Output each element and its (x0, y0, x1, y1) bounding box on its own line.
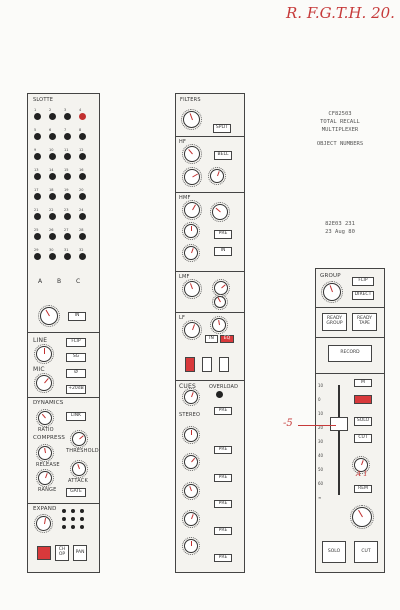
hmf-gain-knob[interactable] (184, 202, 200, 218)
slot-button[interactable] (49, 213, 56, 220)
split-button[interactable]: SPLIT (213, 124, 231, 133)
info-line-3: MULTIPLEXER (321, 127, 359, 133)
hf-freq-knob[interactable] (184, 169, 200, 185)
slot-button[interactable] (34, 213, 41, 220)
pre-button-4[interactable]: PRE (214, 500, 232, 508)
info-block (300, 110, 380, 148)
lmf-gain-knob[interactable] (184, 281, 200, 297)
solo-safe-button[interactable] (354, 395, 372, 404)
threshold-label: THRESHOLD (66, 448, 99, 454)
slot-number: 19 (64, 188, 69, 192)
expand-knob[interactable] (36, 516, 51, 531)
slot-button[interactable] (34, 173, 41, 180)
slot-number: 8 (79, 128, 82, 132)
filter-knob[interactable] (183, 111, 200, 128)
slot-number: 18 (49, 188, 54, 192)
aux-knob-2[interactable] (184, 455, 198, 469)
slot-button[interactable] (49, 113, 56, 120)
slot-number: 11 (64, 148, 69, 152)
cut-bottom-button[interactable]: CUT (354, 541, 378, 563)
slot-button[interactable] (64, 173, 71, 180)
lmf-q-knob[interactable] (214, 296, 226, 308)
insert-button-2[interactable] (202, 357, 212, 372)
slot-button[interactable] (64, 153, 71, 160)
slot-letter-c: C (76, 278, 81, 285)
scale-mark: ∞ (318, 495, 322, 500)
pre-button-3[interactable]: PRE (214, 474, 232, 482)
overload-led (216, 391, 223, 398)
slot-button[interactable] (64, 233, 71, 240)
scale-mark: 60 (318, 481, 324, 486)
slot-button[interactable] (49, 193, 56, 200)
slot-number: 2 (49, 108, 52, 112)
divider (316, 373, 384, 374)
flip-button[interactable]: FLIP (352, 277, 374, 286)
slot-number: 4 (79, 108, 82, 112)
plus20db-button[interactable]: +20dB (66, 385, 86, 394)
slot-grid (33, 108, 93, 258)
scale-mark: 40 (318, 453, 324, 458)
slot-letter-b: B (57, 278, 62, 285)
divider (28, 397, 99, 398)
overload-label: OVERLOAD (209, 384, 239, 390)
release-label: RELEASE (36, 462, 60, 468)
link-button[interactable]: LINK (66, 412, 86, 421)
slot-number: 21 (34, 208, 39, 212)
slot-number: 7 (64, 128, 67, 132)
cues-label: CUES (179, 383, 196, 390)
slot-number: 14 (49, 168, 54, 172)
solo-bottom-button[interactable]: SOLO (322, 541, 346, 563)
divider (28, 503, 99, 504)
stereo-label: STEREO (179, 412, 201, 418)
slot-button[interactable] (34, 253, 41, 260)
slot-button[interactable] (64, 193, 71, 200)
slot-number: 15 (64, 168, 69, 172)
slot-letter-a: A (38, 278, 43, 285)
slot-button[interactable] (64, 213, 71, 220)
hf-label: HF (179, 139, 187, 145)
slot-number: 22 (49, 208, 54, 212)
fader-scale (318, 383, 332, 503)
info-code: 82E03 231 (325, 221, 355, 227)
m-button[interactable]: M (354, 379, 372, 387)
slot-number: 24 (79, 208, 84, 212)
slot-number: 28 (79, 228, 84, 232)
slot-button[interactable] (34, 153, 41, 160)
ready-group-button[interactable]: READY GROUP (322, 313, 347, 331)
group-strip (315, 268, 385, 573)
scale-mark: 30 (318, 439, 324, 444)
mic-gain-knob[interactable] (36, 375, 52, 391)
attack-label: ATTACK (68, 478, 88, 484)
slot-number: 3 (64, 108, 67, 112)
red-insert-button[interactable] (185, 357, 195, 372)
divider (176, 271, 244, 272)
pre-button-2[interactable]: PRE (214, 446, 232, 454)
strip2-title: FILTERS (180, 97, 201, 103)
slot-number: 13 (34, 168, 39, 172)
scale-mark: 0 (318, 397, 321, 402)
cue-knob[interactable] (184, 390, 198, 404)
slot-button[interactable] (79, 173, 86, 180)
red-select-button[interactable] (37, 546, 51, 560)
slot-number: 30 (49, 248, 54, 252)
group-label: GROUP (320, 273, 341, 279)
aux-knob-3[interactable] (184, 484, 198, 498)
slot-number: 10 (49, 148, 54, 152)
slot-number: 12 (79, 148, 84, 152)
attack-knob[interactable] (72, 462, 86, 476)
pan-button[interactable]: PAN (73, 545, 87, 561)
scale-mark: 10 (318, 411, 324, 416)
slot-number: 5 (34, 128, 37, 132)
divider (176, 380, 244, 381)
group-trim-knob[interactable] (352, 507, 372, 527)
slot-button[interactable] (79, 133, 86, 140)
annotation-arrow (298, 425, 336, 426)
slot-button[interactable] (79, 113, 86, 120)
strip1-title: SLOTTE (33, 97, 54, 103)
info-line-4: OBJECT NUMBERS (316, 141, 364, 147)
slot-button[interactable] (79, 153, 86, 160)
slot-button[interactable] (49, 153, 56, 160)
pre-button-5[interactable]: PRE (214, 527, 232, 535)
release-knob[interactable] (38, 446, 52, 460)
compress-label: COMPRESS (33, 435, 66, 441)
lmf-freq-knob[interactable] (214, 281, 228, 295)
aux-knob-1[interactable] (184, 428, 198, 442)
ratio-label: RATIO (38, 427, 54, 433)
slot-button[interactable] (79, 233, 86, 240)
hmf-label: HMF (179, 195, 191, 201)
threshold-knob[interactable] (72, 432, 86, 446)
lf-gain-knob[interactable] (184, 322, 200, 338)
dynamics-label: DYNAMICS (33, 400, 64, 406)
slot-button[interactable] (79, 193, 86, 200)
info-line-2: TOTAL RECALL (320, 119, 360, 125)
direct-button[interactable]: DIRECT (352, 291, 374, 300)
cut-button[interactable]: CUT (354, 434, 372, 443)
gate-button[interactable]: GATE (66, 488, 86, 497)
flip-button[interactable]: FLIP (66, 338, 86, 347)
mic-label: MIC (33, 366, 45, 373)
slot-number: 6 (49, 128, 52, 132)
insert-button-3[interactable] (219, 357, 229, 372)
ch-op-button[interactable]: CH OP (55, 545, 69, 561)
slot-number: 17 (34, 188, 39, 192)
input-strip (27, 93, 100, 573)
slot-number: 1 (34, 108, 37, 112)
range-label: RANGE (38, 487, 57, 493)
group-pan-knob[interactable] (323, 283, 341, 301)
hmf-freq-knob[interactable] (212, 204, 228, 220)
pre-button[interactable]: PRE (214, 230, 232, 239)
info-date: 23 Aug 80 (325, 229, 355, 235)
lf-freq-knob[interactable] (212, 318, 226, 332)
slot-button[interactable] (34, 193, 41, 200)
hf-gain-knob[interactable] (184, 146, 200, 162)
slot-number: 27 (64, 228, 69, 232)
phase-button[interactable]: Ø (66, 369, 86, 378)
eq-strip (175, 93, 245, 573)
slot-button[interactable] (64, 253, 71, 260)
slot-number: 23 (64, 208, 69, 212)
annotation-a1: A 1 (356, 470, 368, 478)
aux-knob-5[interactable] (184, 539, 198, 553)
lf-label: LF (179, 315, 186, 321)
info-line-1: CF82503 (328, 111, 352, 117)
slot-number: 31 (64, 248, 69, 252)
sg-button[interactable]: SG (66, 353, 86, 362)
expand-label: EXPAND (33, 506, 57, 512)
divider (176, 192, 244, 193)
range-knob[interactable] (38, 471, 52, 485)
slot-button[interactable] (49, 253, 56, 260)
divider (176, 312, 244, 313)
hmf-shape-knob[interactable] (184, 246, 198, 260)
info-code-block (300, 220, 380, 236)
slot-button[interactable] (34, 113, 41, 120)
slot-button[interactable] (79, 253, 86, 260)
scale-mark: 20 (318, 425, 324, 430)
lmf-label: LMF (179, 274, 190, 280)
ratio-knob[interactable] (38, 411, 52, 425)
input-trim-knob[interactable] (40, 307, 58, 325)
slot-button[interactable] (64, 133, 71, 140)
fader-cap[interactable] (330, 417, 348, 431)
divider (316, 307, 384, 308)
annotation-minus5: -5 (283, 418, 293, 429)
fader-track (338, 385, 340, 495)
divider (316, 337, 384, 338)
slot-number: 29 (34, 248, 39, 252)
pre-button-6[interactable]: PRE (214, 554, 232, 562)
in-button[interactable]: IN (68, 312, 86, 321)
slot-number: 26 (49, 228, 54, 232)
slot-button[interactable] (49, 233, 56, 240)
slot-number: 16 (79, 168, 84, 172)
divider (28, 332, 99, 333)
eq-button[interactable]: EQ (220, 335, 234, 343)
slot-button[interactable] (34, 233, 41, 240)
hf-q-knob[interactable] (210, 169, 224, 183)
ready-tape-button[interactable]: READY TAPE (352, 313, 377, 331)
scale-mark: 50 (318, 467, 324, 472)
solo-button[interactable]: SOLO (354, 417, 372, 426)
rem-button[interactable]: REM (354, 485, 372, 493)
slot-button[interactable] (34, 133, 41, 140)
divider (176, 136, 244, 137)
in-button[interactable]: IN (214, 247, 232, 256)
line-gain-knob[interactable] (36, 346, 52, 362)
slot-number: 20 (79, 188, 84, 192)
expand-led-row (62, 509, 92, 539)
hmf-q-knob[interactable] (184, 224, 198, 238)
bell-button[interactable]: BELL (214, 151, 232, 160)
aux-knob-4[interactable] (184, 512, 198, 526)
slot-button[interactable] (49, 133, 56, 140)
record-button[interactable]: RECORD (328, 345, 372, 362)
line-label: LINE (33, 337, 48, 344)
slot-number: 9 (34, 148, 37, 152)
slot-button[interactable] (64, 113, 71, 120)
slot-button[interactable] (79, 213, 86, 220)
in-button-2[interactable]: IN (205, 335, 218, 343)
handwritten-note: R. F.G.T.H. 20. (286, 4, 395, 22)
scale-mark: 10 (318, 383, 324, 388)
slot-number: 32 (79, 248, 84, 252)
slot-number: 25 (34, 228, 39, 232)
pre-button-1[interactable]: PRE (214, 407, 232, 415)
slot-button[interactable] (49, 173, 56, 180)
